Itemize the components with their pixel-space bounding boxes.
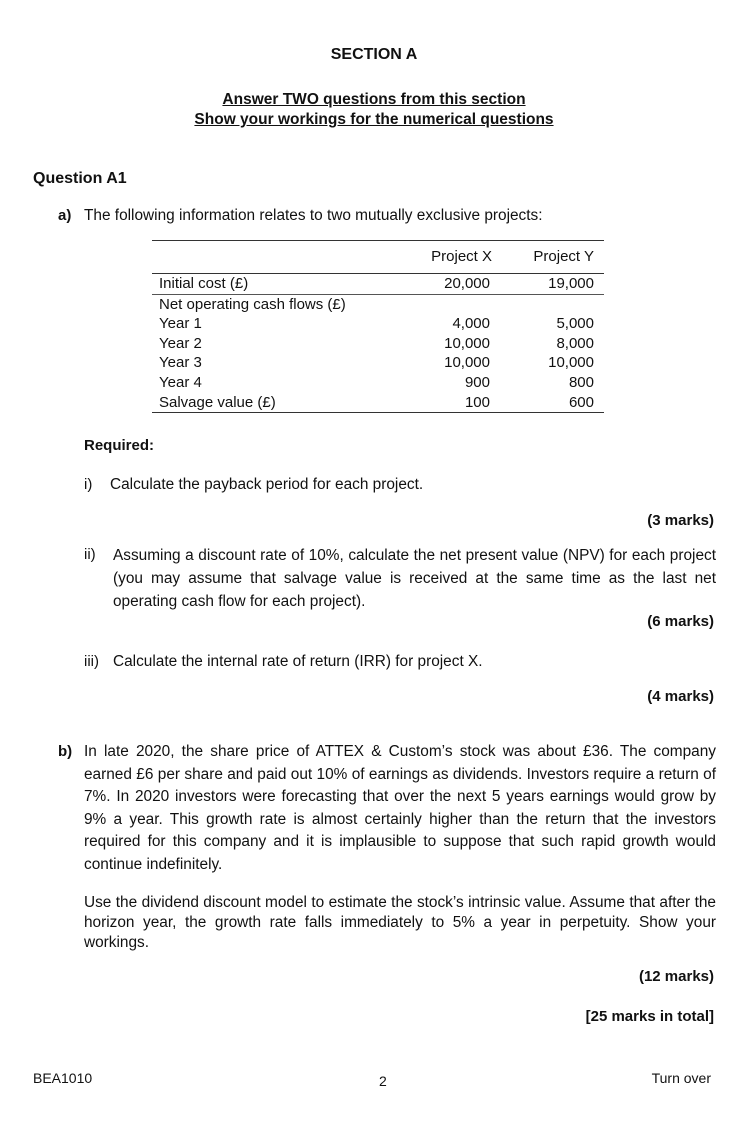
total-marks: [25 marks in total] — [585, 1008, 714, 1025]
section-title: SECTION A — [330, 46, 418, 63]
item-iii-label: iii) — [84, 653, 99, 670]
cell-project-x: 100 — [398, 393, 498, 413]
table-header-row — [152, 241, 604, 274]
cell-project-x: 10,000 — [444, 334, 490, 352]
item-i-marks: (3 marks) — [647, 512, 714, 529]
cell-project-y: 600 — [498, 393, 604, 413]
row-label: Net operating cash flows (£) — [159, 295, 346, 313]
part-b-paragraph: In late 2020, the share price of ATTEX & Custom’s stock was about £36. The company earned £6 per share and paid out 10% of earnings as dividends. Investors require a return of 7%. In 2020 investors were forecasting that over the next 5 years earnings would grow by 9% a year. This growth rate is almost certainly higher than the return that the investors required for this company and it is implausible to suppose that such rapid growth would continue indefinitely. — [84, 743, 716, 873]
cell-project-x: 20,000 — [398, 274, 498, 295]
item-ii-marks: (6 marks) — [647, 613, 714, 630]
table-row — [152, 373, 604, 393]
table-row — [152, 274, 604, 295]
row-label: Initial cost (£) — [152, 274, 398, 295]
item-ii-text: Assuming a discount rate of 10%, calculate the net present value (NPV) for each project (you may assume that salvage value is received at the same time as the last net operating cash flow for each project). — [113, 547, 716, 610]
item-i-text: Calculate the payback period for each project. — [110, 476, 424, 493]
table-row — [152, 353, 604, 373]
column-header-project-x: Project X — [398, 241, 498, 274]
required-heading: Required: — [84, 437, 155, 454]
item-ii-label: ii) — [84, 546, 96, 563]
cell-project-x: 4,000 — [452, 315, 490, 333]
footer-page-number: 2 — [379, 1073, 387, 1089]
part-b-instruction: Use the dividend discount model to estimate the stock’s intrinsic value. Assume that after the horizon year, the growth rate falls immediately to 5% a year in perpetuity. Show your workings. — [84, 894, 716, 951]
row-label: Year 3 — [159, 354, 202, 372]
footer-course-code: BEA1010 — [33, 1070, 93, 1086]
cell-project-y: 19,000 — [498, 274, 604, 295]
table-row — [152, 334, 604, 354]
row-label: Year 1 — [159, 315, 202, 333]
part-b-label: b) — [58, 743, 73, 760]
table-row — [152, 393, 604, 413]
instruction-answer-two: Answer TWO questions from this section — [222, 91, 526, 108]
cell-project-x — [398, 294, 498, 314]
cell-project-y — [498, 294, 604, 314]
part-a-label: a) — [58, 207, 72, 224]
projects-table — [152, 240, 604, 413]
question-title: Question A1 — [33, 170, 127, 187]
cell-project-x: 10,000 — [444, 354, 490, 372]
table-row — [152, 294, 604, 314]
cell-project-y: 800 — [568, 373, 594, 391]
table-header-blank — [152, 241, 398, 274]
row-label: Year 2 — [159, 334, 202, 352]
item-iii-text: Calculate the internal rate of return (IRR) for project X. — [113, 653, 483, 670]
row-label: Year 4 — [159, 373, 202, 391]
cell-project-y: 8,000 — [556, 334, 594, 352]
cell-project-x: 900 — [464, 373, 490, 391]
column-header-project-y: Project Y — [498, 241, 604, 274]
cell-project-y: 10,000 — [548, 354, 594, 372]
part-b-marks: (12 marks) — [638, 968, 714, 985]
table-row — [152, 314, 604, 334]
row-label: Salvage value (£) — [152, 393, 398, 413]
item-i-label: i) — [84, 476, 93, 493]
part-a-intro: The following information relates to two mutually exclusive projects: — [84, 207, 543, 224]
cell-project-y: 5,000 — [556, 315, 594, 333]
instruction-show-workings: Show your workings for the numerical questions — [194, 111, 554, 128]
item-iii-marks: (4 marks) — [647, 688, 714, 705]
footer-turn-over: Turn over — [651, 1070, 711, 1086]
